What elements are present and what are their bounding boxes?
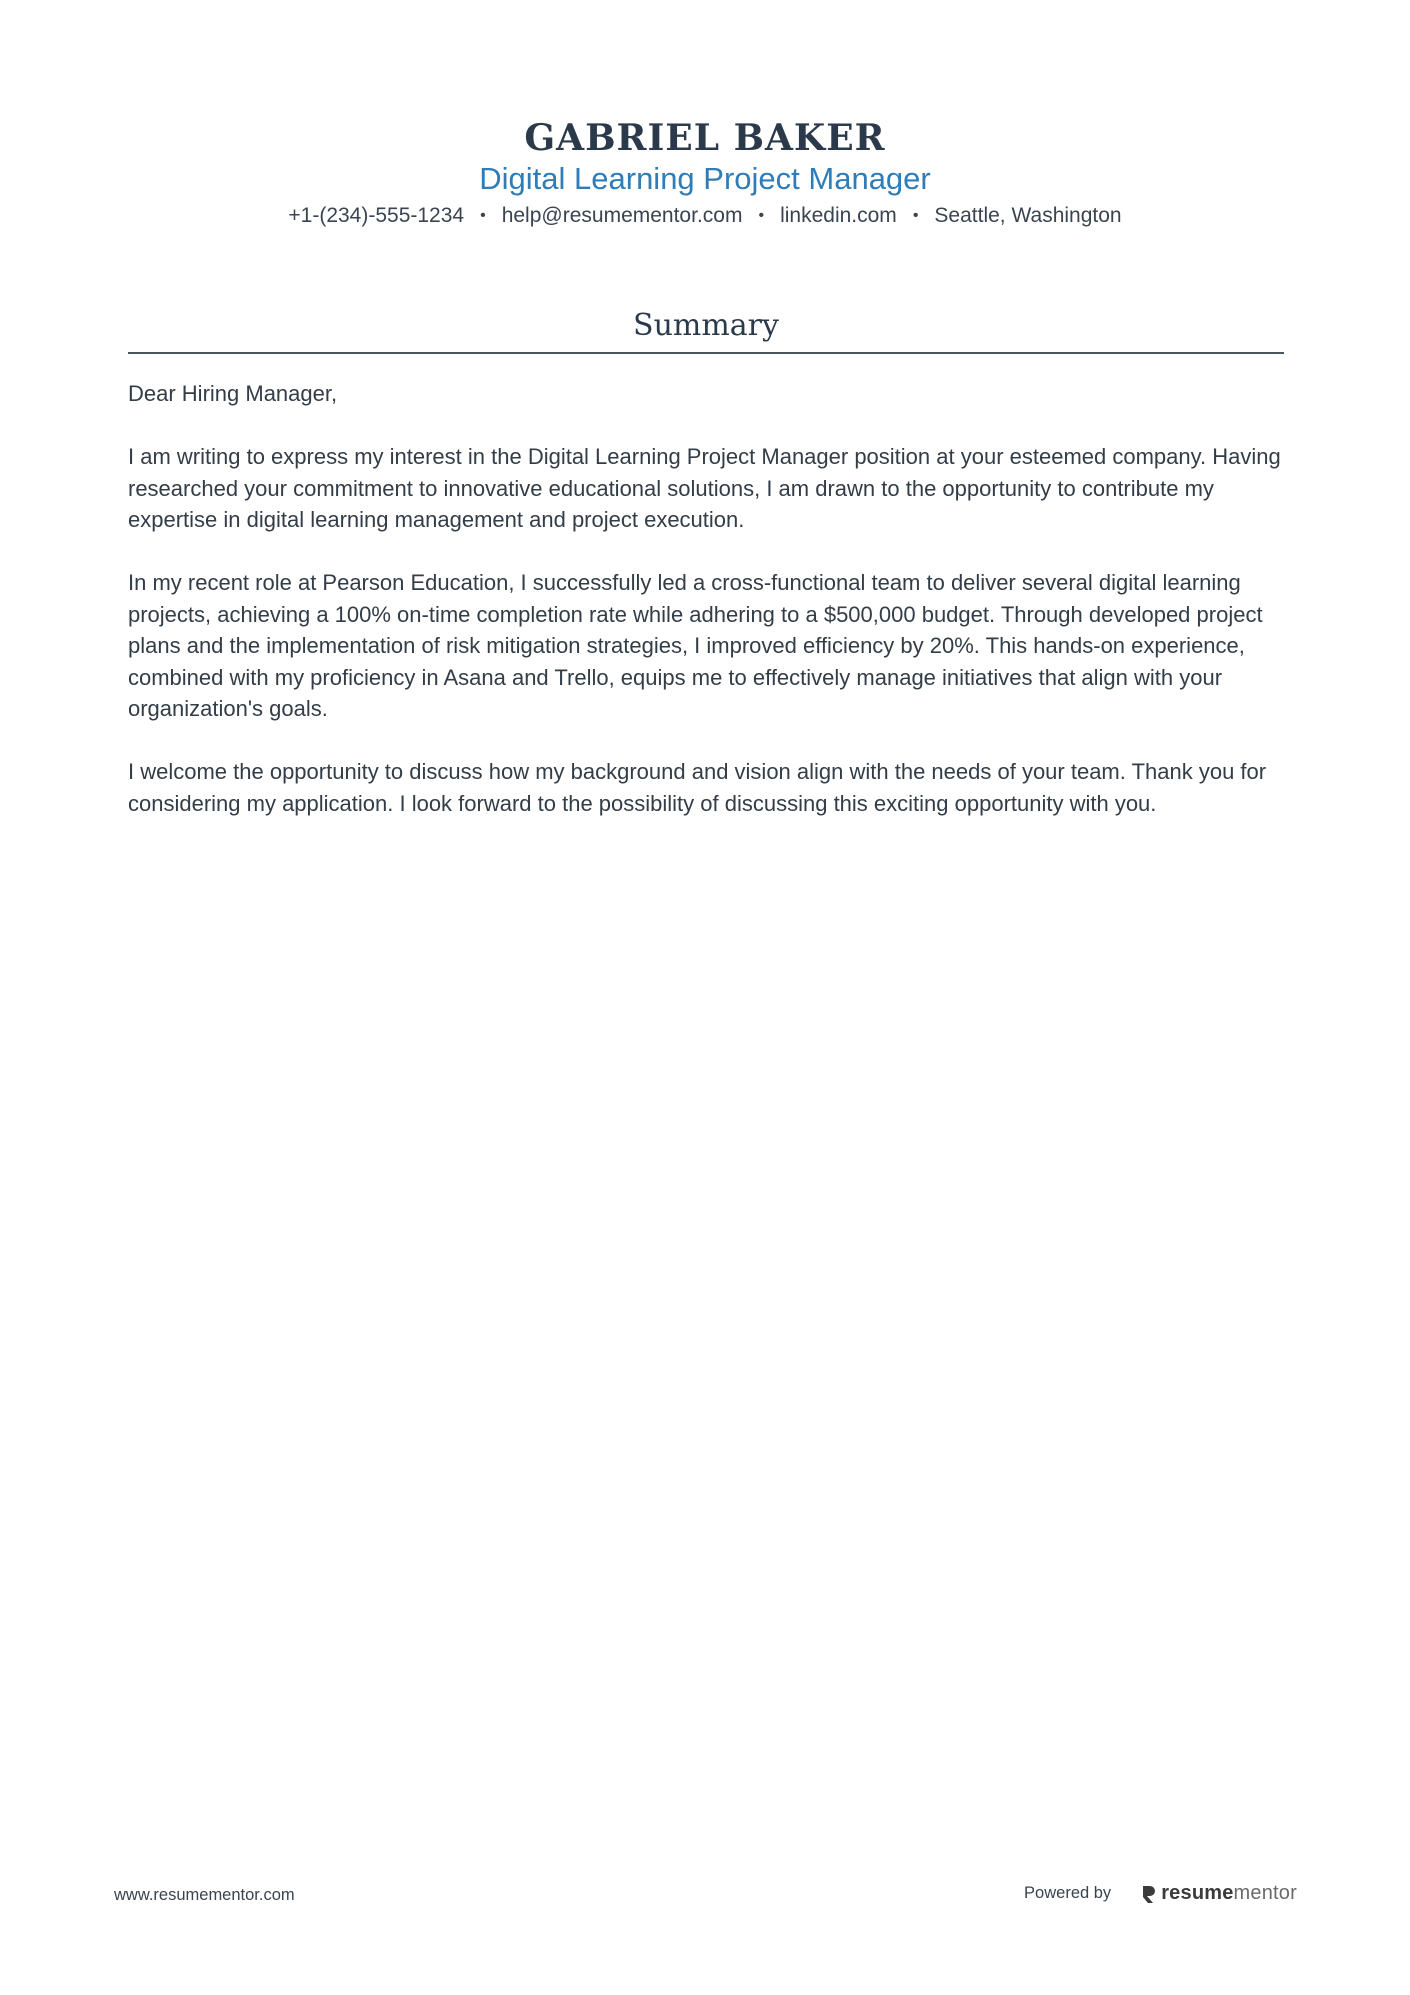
logo-wordmark-bold: resume xyxy=(1161,1882,1234,1904)
contact-separator: • xyxy=(480,207,486,224)
summary-heading: Summary xyxy=(633,308,779,343)
resumementor-logo xyxy=(1141,1882,1297,1905)
candidate-name: GABRIEL BAKER xyxy=(524,117,886,159)
resumementor-logo-icon xyxy=(1141,1884,1157,1904)
footer-branding xyxy=(1024,1882,1297,1905)
powered-by-label: Powered by xyxy=(1024,1884,1112,1902)
footer-website: www.resumementor.com xyxy=(114,1886,295,1904)
summary-section xyxy=(128,306,1284,851)
letter-paragraph: I welcome the opportunity to discuss how my background and vision align with the needs of your team. Thank you for considering my application. I look forward to the possibility of discussing this exciting opportunity with you. xyxy=(128,759,1267,816)
letter-header xyxy=(0,116,1410,230)
letter-paragraph: I am writing to express my interest in the Digital Learning Project Manager position at your esteemed company. Having researched your commitment to innovative educational solutions, I am drawn to the opportunity to contribute my expertise in digital learning management and project execution. xyxy=(128,444,1281,532)
contact-email: help@resumementor.com xyxy=(501,204,743,227)
job-title: Digital Learning Project Manager xyxy=(479,161,931,196)
contact-separator: • xyxy=(758,207,765,224)
contact-location: Seattle, Washington xyxy=(934,204,1122,227)
letter-paragraph: In my recent role at Pearson Education, I successfully led a cross-functional team to deliver several digital learning projects, achieving a 100% on-time completion rate while adhering to a $500,000 budget. Through developed project plans and the implementation of risk mitigation strategies, I improved efficiency by 20%. This hands-on experience, combined with my proficiency in Asana and Trello, equips me to effectively manage initiatives that align with your organization's goals. xyxy=(128,570,1263,721)
logo-wordmark xyxy=(1161,1882,1297,1905)
logo-wordmark-light: mentor xyxy=(1233,1882,1297,1904)
salutation: Dear Hiring Manager, xyxy=(128,381,338,406)
letter-body xyxy=(128,378,1284,819)
section-divider xyxy=(128,352,1284,354)
contact-phone: +1-(234)-555-1234 xyxy=(288,204,465,227)
contact-linkedin: linkedin.com xyxy=(780,204,897,227)
contact-line xyxy=(0,202,1410,230)
contact-separator: • xyxy=(912,207,919,224)
